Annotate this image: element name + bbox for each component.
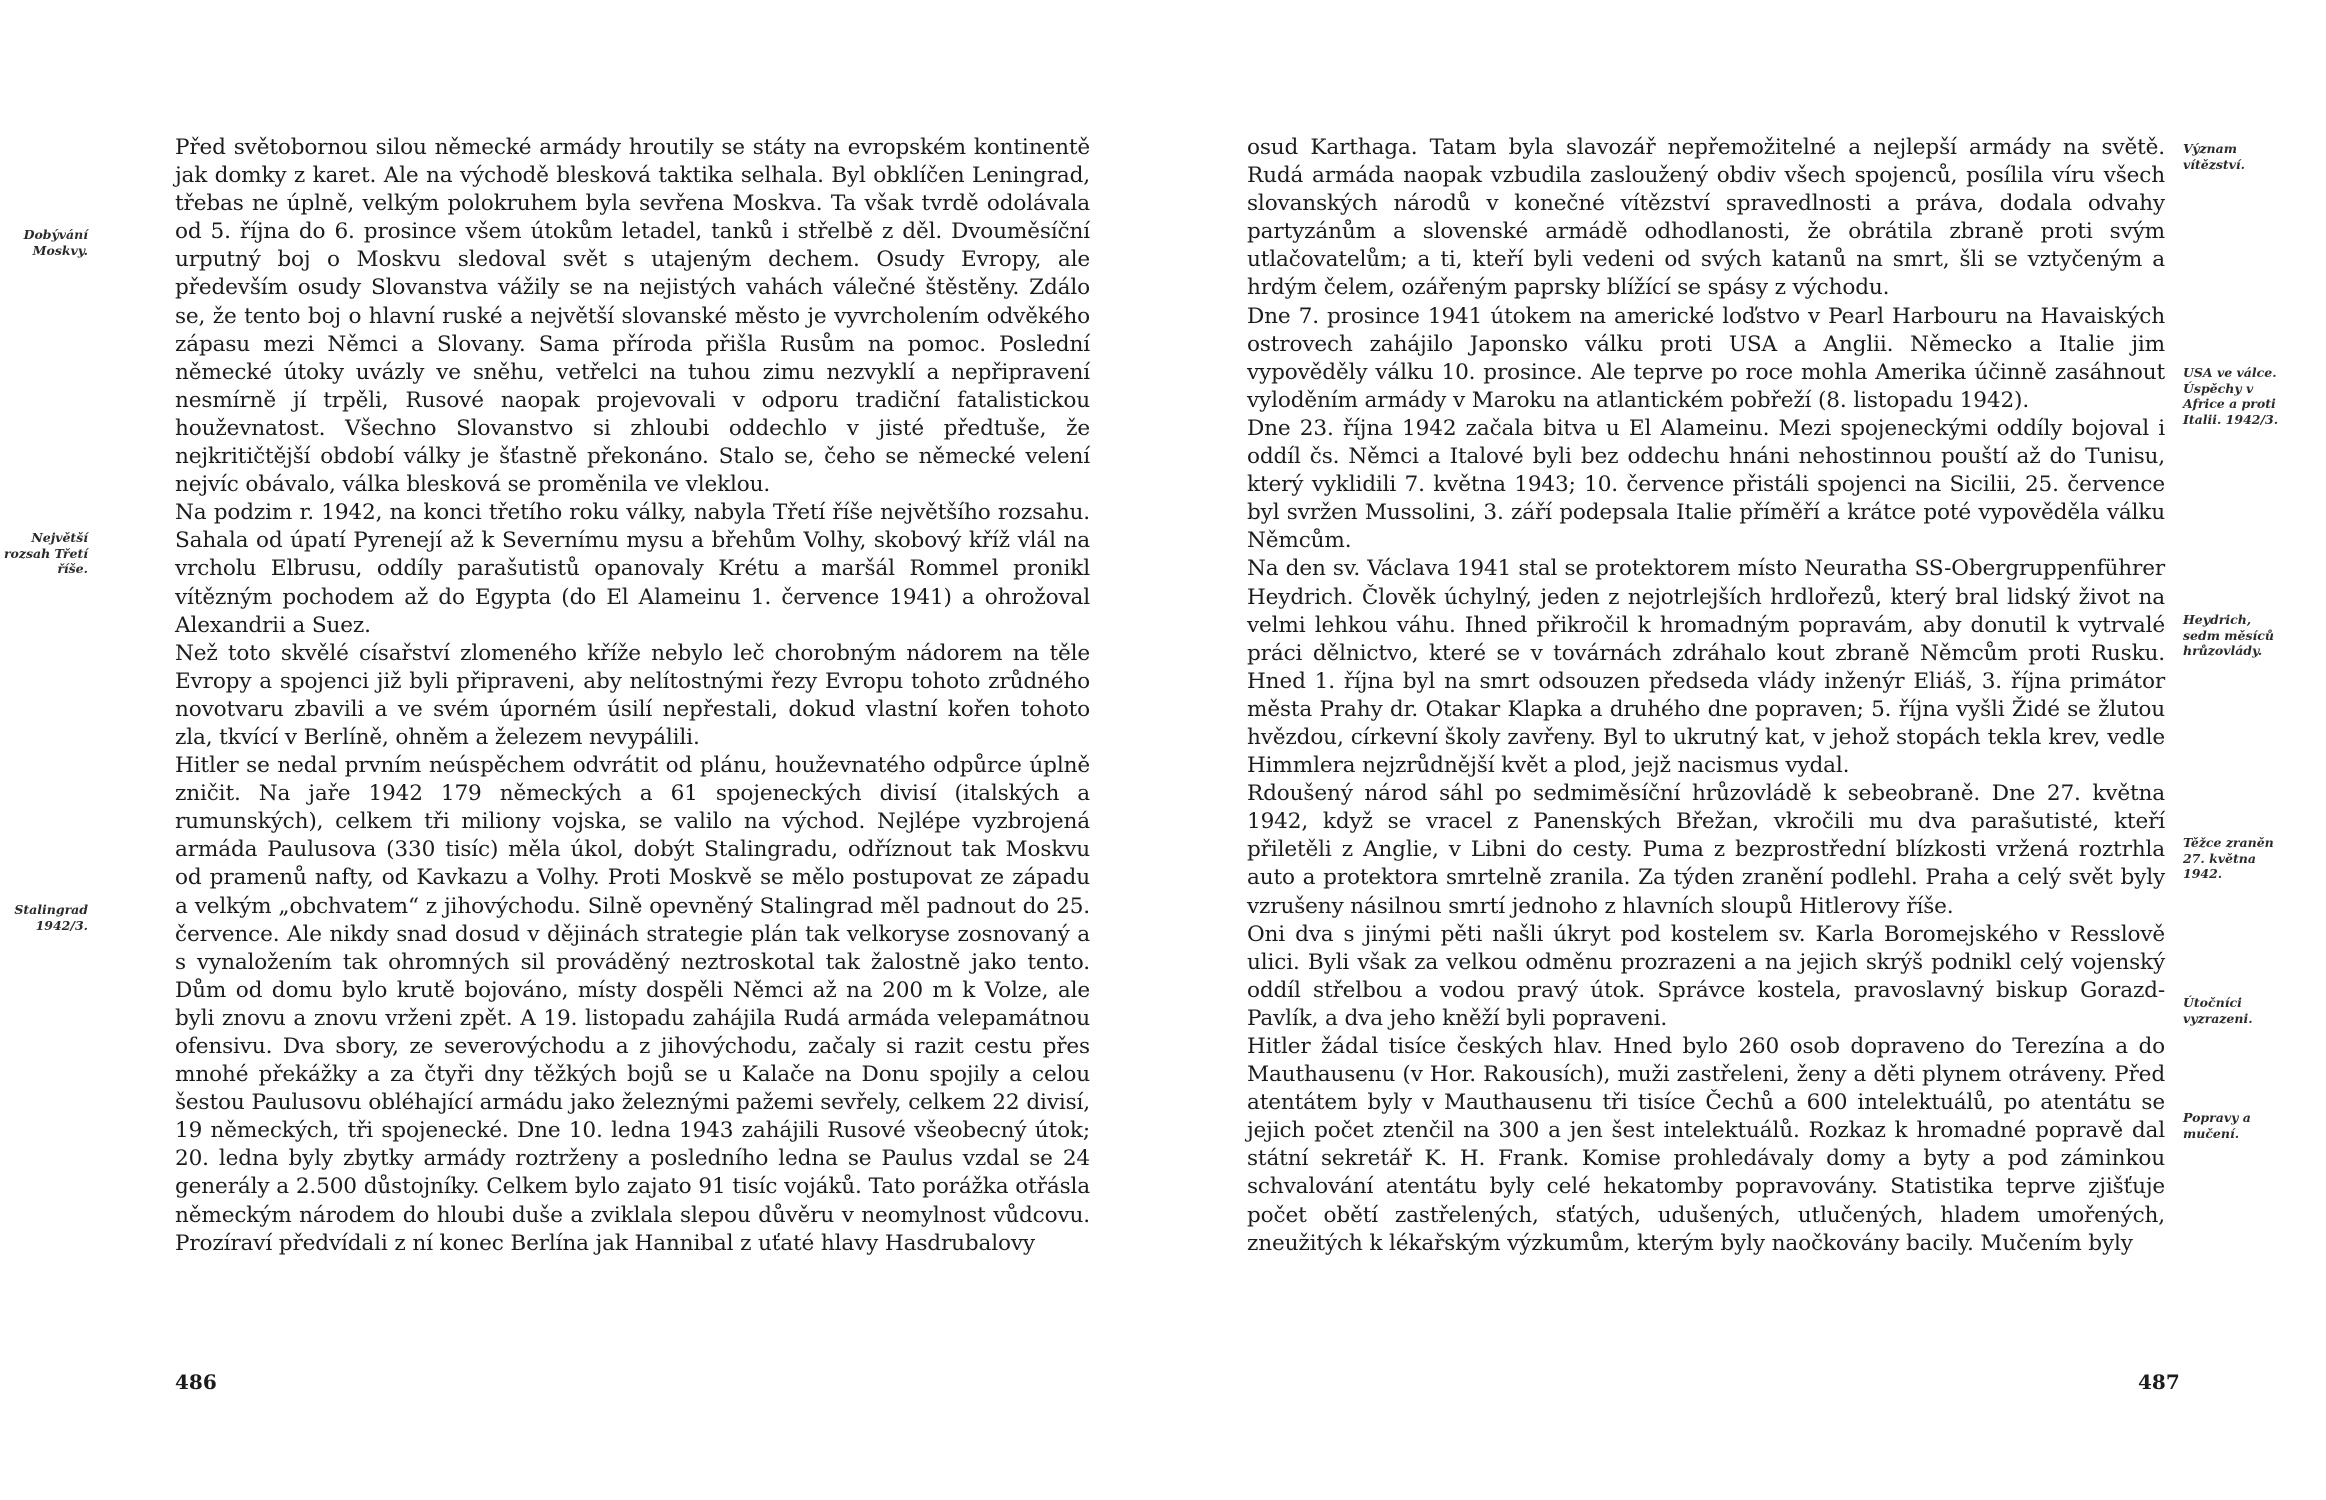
page-number-left: 486 xyxy=(175,1370,217,1394)
paragraph-moscow: Před světobornou silou německé armády hroutily se státy na evropském kontinentě jak domky z karet. Ale na východě blesková taktika selhala. Byl obklíčen Leningrad, třebas ne úplně, velkým polokruhem byla sevřena Moskva. Ta však tvrdě odolávala od 5. října do 6. prosince všem útokům letadel, tanků i střelbě z děl. Dvouměsíční urputný boj o Moskvu sledoval svět s utajeným dechem. Osudy Evropy, ale především osudy Slovanstva vážily se na nejistých vahách válečné štěstěny. Zdálo se, že tento boj o hlavní ruské a největší slovanské město je vyvrcholením odvěkého zápasu mezi Němci a Slovany. Sama příroda přišla Rusům na pomoc. Poslední německé útoky uvázly ve sněhu, vetřelci na tuhou zimu nezvyklí a nepřipravení nesmírně jí trpěli, Rusové naopak projevovali v odporu tradiční fatalistickou houževnatost. Všechno Slovanstvo si zhloubi oddechlo v jisté předtuše, že nejkritičtější období války je šťastně překonáno. Stalo se, čeho se německé velení nejvíc obávalo, válka blesková se proměnila ve vleklou. xyxy=(175,135,1090,498)
margin-note-attackers: Útočníci vyzrazeni. xyxy=(2183,995,2253,1026)
paragraph-stalingrad: Hitler se nedal prvním neúspěchem odvrátit od plánu, houževnatého odpůrce úplně zničit. Na jaře 1942 179 německých a 61 spojeneckých divisí (italských a rumunských), celkem tři miliony vojska, se valilo na východ. Nejlépe vyzbrojená armáda Paulusova (330 tisíc) měla úkol, dobýt Stalingradu, odříznout tak Moskvu od pramenů nafty, od Kavkazu a Volhy. Proti Moskvě se mělo postupovat ze západu a velkým „obchvatem“ z jihovýchodu. Silně opevněný Stalingrad měl padnout do 25. července. Ale nikdy snad dosud v dějinách strategie plán tak velkoryse zosnovaný a s vynaložením tak ohromných sil prováděný neztroskotal tak žalostně jako tento. Dům od domu bylo krutě bojováno, místy dospěli Němci až na 200 m k Volze, ale byli znovu a znovu vrženi zpět. A 19. listopadu zahájila Rudá armáda velepamátnou ofensivu. Dva sbory, ze severovýchodu a z jihovýchodu, začaly si razit cestu přes mnohé překážky a za čtyři dny těžkých bojů se u Kalače na Donu spojily a celou šestou Paulusovu obléhající armádu jako železnými pažemi sevřely, celkem 22 divisí, 19 německých, tři spojenecké. Dne 10. ledna 1943 zahájili Rusové všeobecný útok; 20. ledna byly zbytky armády roztrženy a posledního ledna se Paulus vzdal se 24 generály a 2.500 důstojníky. Celkem bylo zajato 91 tisíc vojáků. Tato porážka otřásla německým národem do hloubi duše a zviklala slepou důvěru v neomylnost vůdcovu. Prozíraví předvídali z ní konec Berlína jak Hannibal z uťaté hlavy Hasdrubalovy xyxy=(175,753,1090,1256)
margin-note-heydrich: Heydrich, sedm měsíců hrůzovlády. xyxy=(2183,612,2274,658)
paragraph-broken-cross-empire: Než toto skvělé císařství zlomeného kříže nebylo leč chorobným nádorem na těle Evropy a spojenci již byli připraveni, aby nelítostnými řezy Evropu tohoto zrůdného novotvaru zbavili a ve svém úporném úsilí nepřestali, dokud vlastní kořen tohoto zla, tkvící v Berlíně, ohněm a železem nevypálili. xyxy=(175,640,1090,750)
margin-note-moscow: Dobývání Moskvy. xyxy=(23,227,88,258)
paragraph-el-alamein: Dne 23. října 1942 začala bitva u El Alameinu. Mezi spojeneckými oddíly bojoval i oddíl čs. Němci a Italové byli bez oddechu hnáni nehostinnou pouští až do Tunisu, který vyklidili 7. května 1943; 10. července přistáli spojenci na Sicilii, 25. července byl svržen Mussolini, 3. září podepsala Italie příměří a krátce poté vypověděla válku Němcům. xyxy=(1247,415,2165,554)
paragraph-executions: Hitler žádal tisíce českých hlav. Hned bylo 260 osob dopraveno do Terezína a do Mauthausenu (v Hor. Rakousích), muži zastřeleni, ženy a děti plynem otráveny. Před atentátem byly v Mauthausenu tři tisíce Čechů a 600 intelektuálů, po atentátu se jejich počet ztenčil na 300 a jen šest intelektuálů. Rozkaz k hromadné popravě dal státní sekretář K. H. Frank. Komise prohledávaly domy a byty a pod záminkou schvalování atentátu byly celé hekatomby popravovány. Statistika teprve zjišťuje počet obětí zastřelených, sťatých, udušených, utlučených, hladem umořených, zneužitých k lékařským výzkumům, kterým byly naočkovány bacily. Mučením byly xyxy=(1247,1034,2165,1256)
margin-note-executions: Popravy a mučení. xyxy=(2183,1110,2251,1141)
page-number-right: 487 xyxy=(2138,1370,2180,1394)
paragraph-pearl-harbour: Dne 7. prosince 1941 útokem na americké loďstvo v Pearl Harbouru na Havaiských ostrovech zahájilo Japonsko válku proti USA a Anglii. Německo a Italie jim vypověděly válku 10. prosince. Ale teprve po roce mohla Amerika účinně zasáhnout vyloděním armády v Maroku na atlantickém pobřeží (8. listopadu 1942). xyxy=(1247,303,2165,413)
left-text-column xyxy=(175,134,1090,1258)
paragraph-heydrich: Na den sv. Václava 1941 stal se protektorem místo Neuratha SS-Obergruppenführer Heydrich. Člověk úchylný, jeden z nejotrlejších hrdlořezů, který bral lidský život na velmi lehkou váhu. Ihned přikročil k hromadným popravám, aby donutil k vytrvalé práci dělnictvo, které se v továrnách zdráhalo kout zbraně Němcům proti Rusku. Hned 1. října byl na smrt odsouzen předseda vlády inženýr Eliáš, 3. října primátor města Prahy dr. Otakar Klapka a druhého dne popraven; 5. října vyšli Židé se žlutou hvězdou, církevní školy zavřeny. Byl to ukrutný kat, v jehož stopách tekla krev, vedle Himmlera nejzrůdnější květ a plod, jejž nacismus vydal. xyxy=(1247,556,2165,779)
margin-note-stalingrad: Stalingrad 1942/3. xyxy=(14,902,88,933)
paragraph-church: Oni dva s jinými pěti našli úkryt pod kostelem sv. Karla Boromejského v Resslově ulici. Byli však za velkou odměnu prozrazeni a na jejich skrýš podnikl celý vojenský oddíl střelbou a vodou pravý útok. Správce kostela, pravoslavný biskup Gorazd-Pavlík, a dva jeho kněží byli popraveni. xyxy=(1247,921,2165,1031)
paragraph-attack: Rdoušený národ sáhl po sedmiměsíční hrůzovládě k sebeobraně. Dne 27. května 1942, když se vracel z Panenských Břežan, vkročili mu dva parašutisté, kteří přiletěli z Anglie, v Libni do cesty. Puma z bezprostřední blízkosti vržená roztrhla auto a protektora smrtelně zranila. Za týden zranění podlehl. Praha a celý svět byly vzrušeny násilnou smrtí jednoho z hlavních sloupů Hitlerovy říše. xyxy=(1247,781,2165,919)
right-page xyxy=(1163,0,2326,1500)
margin-note-usa: USA ve válce. Úspěchy v Africe a proti Italii. 1942/3. xyxy=(2183,365,2279,427)
paragraph-third-reich-extent: Na podzim r. 1942, na konci třetího roku války, nabyla Třetí říše největšího rozsahu. Sahala od úpatí Pyrenejí až k Severnímu mysu a břehům Volhy, skobový kříž vlál na vrcholu Elbrusu, oddíly parašutistů opanovaly Krétu a maršál Rommel pronikl vítězným pochodem až do Egypta (do El Alameinu 1. července 1941) a ohrožoval Alexandrii a Suez. xyxy=(175,500,1090,638)
right-text-column xyxy=(1247,134,2165,1258)
margin-note-wounded: Těžce zraněn 27. května 1942. xyxy=(2183,835,2274,881)
margin-note-victory: Význam vítězství. xyxy=(2183,141,2246,172)
paragraph-victory-significance: osud Karthaga. Tatam byla slavozář nepřemožitelné a nejlepší armády na světě. Rudá armáda naopak vzbudila zasloužený obdiv všech spojenců, posílila víru všech slovanských národů v konečné vítězství spravedlnosti a práva, dodala odvahy partyzánům a slovenské armádě odhodlanosti, že obrátila zbraně proti svým utlačovatelům; a ti, kteří byli vedeni od svých katanů na smrt, šli se vztyčeným a hrdým čelem, ozářeným paprsky blížící se spásy z východu. xyxy=(1247,135,2165,301)
margin-note-third-reich: Největší rozsah Třetí říše. xyxy=(3,530,88,576)
